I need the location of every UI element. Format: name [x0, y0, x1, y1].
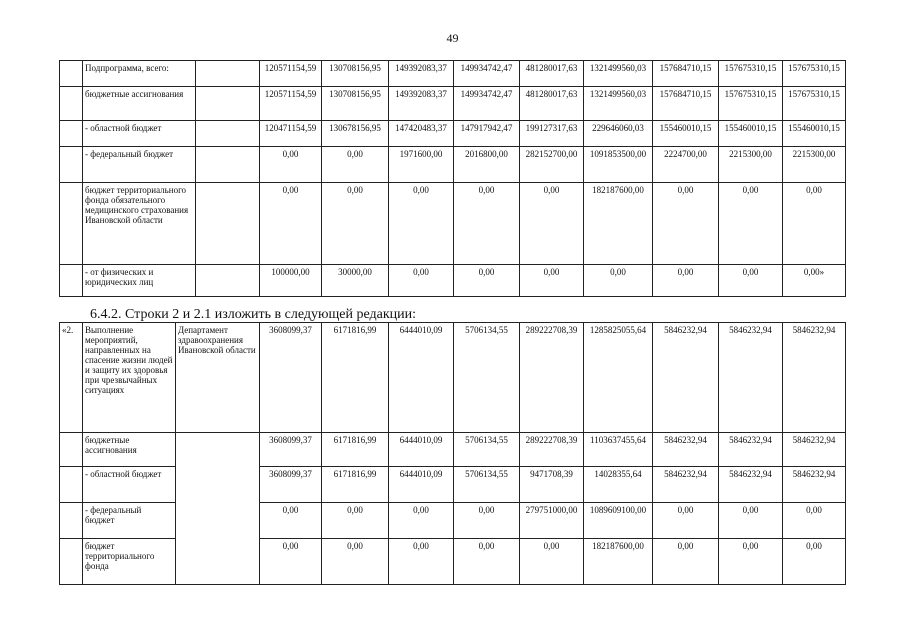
- table-row: [60, 433, 846, 467]
- value-cell: 2215300,00: [783, 147, 846, 183]
- value-cell: 0,00: [389, 503, 454, 539]
- value-cell: 0,00»: [783, 265, 846, 297]
- value-cell: 2016800,00: [454, 147, 520, 183]
- value-cell: 5706134,55: [454, 433, 520, 467]
- value-cell: 0,00: [719, 183, 783, 265]
- value-cell: 0,00: [719, 503, 783, 539]
- row-label: - областной бюджет: [83, 467, 176, 503]
- value-cell: 0,00: [454, 183, 520, 265]
- value-cell: 157684710,15: [653, 61, 719, 87]
- value-cell: 0,00: [322, 539, 389, 585]
- row-number-cell: [60, 147, 83, 183]
- value-cell: 481280017,63: [520, 87, 584, 121]
- table-row: [60, 265, 846, 297]
- value-cell: 6171816,99: [322, 467, 389, 503]
- value-cell: 0,00: [653, 503, 719, 539]
- executor-cell: [176, 433, 260, 585]
- executor-cell: [196, 121, 260, 147]
- value-cell: 5846232,94: [783, 467, 846, 503]
- value-cell: 1321499560,03: [584, 61, 653, 87]
- value-cell: 149392083,37: [389, 87, 454, 121]
- value-cell: 5846232,94: [783, 323, 846, 433]
- row-label: Подпрограмма, всего:: [83, 61, 196, 87]
- table-row: [60, 61, 846, 87]
- row-label: бюджет территориального фонда: [83, 539, 176, 585]
- value-cell: 3608099,37: [260, 467, 322, 503]
- value-cell: 157675310,15: [719, 87, 783, 121]
- value-cell: 0,00: [653, 183, 719, 265]
- section-heading: 6.4.2. Строки 2 и 2.1 изложить в следующей редакции:: [90, 307, 416, 322]
- value-cell: 0,00: [260, 183, 322, 265]
- value-cell: 199127317,63: [520, 121, 584, 147]
- row-number-cell: [60, 433, 83, 467]
- value-cell: 5846232,94: [653, 433, 719, 467]
- page-number: 49: [446, 31, 459, 45]
- value-cell: 1321499560,03: [584, 87, 653, 121]
- row-number-cell: [60, 121, 83, 147]
- value-cell: 120571154,59: [260, 61, 322, 87]
- value-cell: 155460010,15: [653, 121, 719, 147]
- value-cell: 481280017,63: [520, 61, 584, 87]
- value-cell: 0,00: [783, 503, 846, 539]
- table-row: [60, 121, 846, 147]
- value-cell: 1971600,00: [389, 147, 454, 183]
- row-label: - от физических и юридических лиц: [83, 265, 196, 297]
- table-row: [60, 87, 846, 121]
- value-cell: 182187600,00: [584, 539, 653, 585]
- value-cell: 229646060,03: [584, 121, 653, 147]
- row-number-cell: [60, 265, 83, 297]
- row-number-cell: [60, 503, 83, 539]
- row-label: - областной бюджет: [83, 121, 196, 147]
- value-cell: 147420483,37: [389, 121, 454, 147]
- value-cell: 5846232,94: [653, 323, 719, 433]
- value-cell: 5846232,94: [719, 433, 783, 467]
- value-cell: 0,00: [783, 539, 846, 585]
- value-cell: 0,00: [322, 147, 389, 183]
- value-cell: 1103637455,64: [584, 433, 653, 467]
- budget-table-1: [59, 60, 846, 297]
- row-label: - федеральный бюджет: [83, 503, 176, 539]
- value-cell: 5846232,94: [783, 433, 846, 467]
- row-label: бюджет территориального фонда обязательного медицинского страхования Ивановской области: [83, 183, 196, 265]
- value-cell: 149934742,47: [454, 87, 520, 121]
- executor-cell: Департамент здравоохранения Ивановской области: [176, 323, 260, 433]
- value-cell: 0,00: [520, 265, 584, 297]
- value-cell: 289222708,39: [520, 323, 584, 433]
- row-label: - федеральный бюджет: [83, 147, 196, 183]
- value-cell: 279751000,00: [520, 503, 584, 539]
- value-cell: 6444010,09: [389, 467, 454, 503]
- value-cell: 0,00: [322, 183, 389, 265]
- value-cell: 1089609100,00: [584, 503, 653, 539]
- value-cell: 3608099,37: [260, 323, 322, 433]
- value-cell: 155460010,15: [719, 121, 783, 147]
- value-cell: 0,00: [520, 539, 584, 585]
- value-cell: 2215300,00: [719, 147, 783, 183]
- table-row: [60, 323, 846, 433]
- value-cell: 157675310,15: [783, 61, 846, 87]
- value-cell: 5706134,55: [454, 467, 520, 503]
- row-number-cell: [60, 467, 83, 503]
- value-cell: 0,00: [454, 539, 520, 585]
- value-cell: 0,00: [389, 183, 454, 265]
- value-cell: 0,00: [389, 539, 454, 585]
- row-label: бюджетные ассигнования: [83, 87, 196, 121]
- row-number-cell: [60, 183, 83, 265]
- value-cell: 5846232,94: [719, 323, 783, 433]
- value-cell: 0,00: [260, 503, 322, 539]
- executor-cell: [196, 61, 260, 87]
- value-cell: 157675310,15: [783, 87, 846, 121]
- value-cell: 0,00: [520, 183, 584, 265]
- value-cell: 0,00: [719, 265, 783, 297]
- value-cell: 14028355,64: [584, 467, 653, 503]
- value-cell: 120571154,59: [260, 87, 322, 121]
- value-cell: 0,00: [454, 503, 520, 539]
- value-cell: 157684710,15: [653, 87, 719, 121]
- value-cell: 2224700,00: [653, 147, 719, 183]
- row-number-cell: [60, 539, 83, 585]
- value-cell: 120471154,59: [260, 121, 322, 147]
- value-cell: 6444010,09: [389, 323, 454, 433]
- value-cell: 0,00: [389, 265, 454, 297]
- value-cell: 9471708,39: [520, 467, 584, 503]
- executor-cell: [196, 87, 260, 121]
- row-label: Выполнение мероприятий, направленных на спасение жизни людей и защиту их здоровья при чрезвычайных ситуациях: [83, 323, 176, 433]
- value-cell: 289222708,39: [520, 433, 584, 467]
- value-cell: 130678156,95: [322, 121, 389, 147]
- value-cell: 5706134,55: [454, 323, 520, 433]
- value-cell: 0,00: [584, 265, 653, 297]
- value-cell: 0,00: [454, 265, 520, 297]
- value-cell: 0,00: [653, 265, 719, 297]
- value-cell: 0,00: [719, 539, 783, 585]
- value-cell: 100000,00: [260, 265, 322, 297]
- table-row: [60, 183, 846, 265]
- value-cell: 0,00: [260, 539, 322, 585]
- value-cell: 30000,00: [322, 265, 389, 297]
- executor-cell: [196, 147, 260, 183]
- value-cell: 155460010,15: [783, 121, 846, 147]
- value-cell: 130708156,95: [322, 87, 389, 121]
- row-label: бюджетные ассигнования: [83, 433, 176, 467]
- row-number-cell: «2.: [60, 323, 83, 433]
- executor-cell: [196, 183, 260, 265]
- budget-table-2: [59, 322, 846, 585]
- value-cell: 147917942,47: [454, 121, 520, 147]
- value-cell: 1091853500,00: [584, 147, 653, 183]
- value-cell: 6171816,99: [322, 323, 389, 433]
- table-row: [60, 147, 846, 183]
- value-cell: 182187600,00: [584, 183, 653, 265]
- value-cell: 5846232,94: [653, 467, 719, 503]
- row-number-cell: [60, 61, 83, 87]
- value-cell: 149392083,37: [389, 61, 454, 87]
- value-cell: 6444010,09: [389, 433, 454, 467]
- value-cell: 0,00: [783, 183, 846, 265]
- row-number-cell: [60, 87, 83, 121]
- value-cell: 0,00: [653, 539, 719, 585]
- value-cell: 157675310,15: [719, 61, 783, 87]
- value-cell: 5846232,94: [719, 467, 783, 503]
- value-cell: 0,00: [260, 147, 322, 183]
- value-cell: 130708156,95: [322, 61, 389, 87]
- value-cell: 149934742,47: [454, 61, 520, 87]
- value-cell: 282152700,00: [520, 147, 584, 183]
- value-cell: 0,00: [322, 503, 389, 539]
- value-cell: 6171816,99: [322, 433, 389, 467]
- value-cell: 3608099,37: [260, 433, 322, 467]
- executor-cell: [196, 265, 260, 297]
- value-cell: 1285825055,64: [584, 323, 653, 433]
